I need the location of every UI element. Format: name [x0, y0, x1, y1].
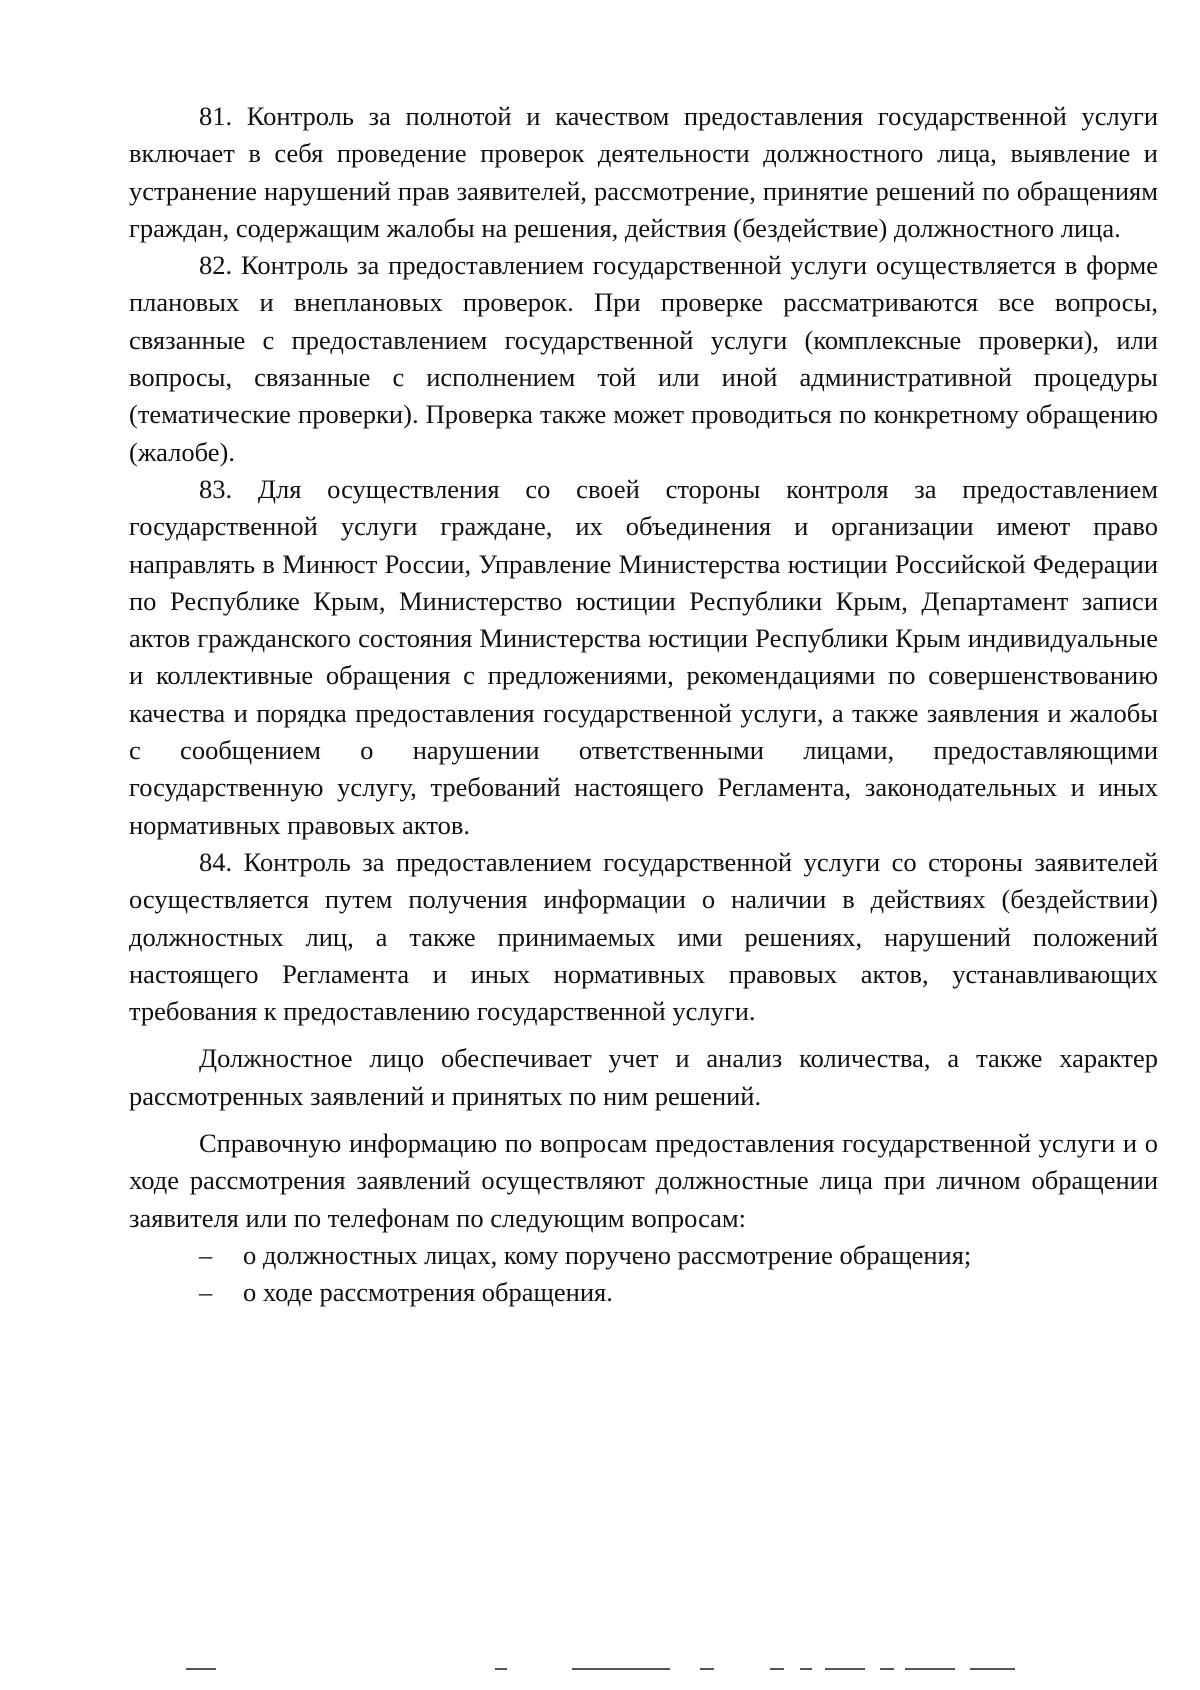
scan-mark	[970, 1668, 1015, 1670]
list-item	[199, 1237, 1158, 1274]
scan-mark	[495, 1668, 507, 1670]
scan-mark	[800, 1668, 812, 1670]
scan-mark	[572, 1668, 670, 1670]
paragraph-83: 83. Для осуществления со своей стороны контроля за предоставлением государственной услуги граждане, их объединения и организации имеют право направлять в Минюст России, Управление Министерства юстиции Российской Федерации по Республике Крым, Министерство юстиции Республики Крым, Департамент записи актов гражданского состояния Министерства юстиции Республики Крым индивидуальные и коллективные обращения с предложениями, рекомендациями по совершенствованию качества и порядка предоставления государственной услуги, а также заявления и жалобы с сообщением о нарушении ответственными лицами, предоставляющими государственную услугу, требований настоящего Регламента, законодательных и иных нормативных правовых актов.	[129, 473, 1158, 840]
paragraph-official-accounting: Должностное лицо обеспечивает учет и анализ количества, а также характер рассмотренных заявлений и принятых по ним решений.	[129, 1043, 1158, 1111]
scan-mark	[700, 1668, 714, 1670]
scan-artifact-strip	[0, 1668, 1200, 1678]
paragraph-84: 84. Контроль за предоставлением государственной услуги со стороны заявителей осуществляется путем получения информации о наличии в действиях (бездействии) должностных лиц, а также принимаемых ими решениях, нарушений положений настоящего Регламента и иных нормативных правовых актов, устанавливающих требования к предоставлению государственной услуги.	[129, 846, 1158, 1027]
scan-mark	[770, 1668, 784, 1670]
list-item-text: о должностных лицах, кому поручено рассмотрение обращения;	[243, 1239, 972, 1270]
dash-bullet-icon: –	[199, 1239, 213, 1270]
scan-mark	[825, 1668, 865, 1670]
scan-mark	[186, 1668, 216, 1670]
paragraph-reference-information: Справочную информацию по вопросам предоставления государственной услуги и о ходе рассмотрения заявлений осуществляют должностные лица при личном обращении заявителя или по телефонам по следующим вопросам:	[129, 1128, 1158, 1233]
document-body	[129, 98, 1158, 1312]
scan-mark	[905, 1668, 955, 1670]
list-item-text: о ходе рассмотрения обращения.	[243, 1277, 613, 1308]
paragraph-81: 81. Контроль за полнотой и качеством предоставления государственной услуги включает в себя проведение проверок деятельности должностного лица, выявление и устранение нарушений прав заявителей, рассмотрение, принятие решений по обращениям граждан, содержащим жалобы на решения, действия (бездействие) должностного лица.	[129, 101, 1158, 243]
list-item	[199, 1274, 1158, 1311]
dash-bullet-icon: –	[199, 1277, 213, 1308]
scan-mark	[880, 1668, 894, 1670]
paragraph-82: 82. Контроль за предоставлением государственной услуги осуществляется в форме плановых и внеплановых проверок. При проверке рассматриваются все вопросы, связанные с предоставлением государственной услуги (комплексные проверки), или вопросы, связанные с исполнением той или иной административной процедуры (тематические проверки). Проверка также может проводиться по конкретному обращению (жалобе).	[129, 250, 1158, 467]
